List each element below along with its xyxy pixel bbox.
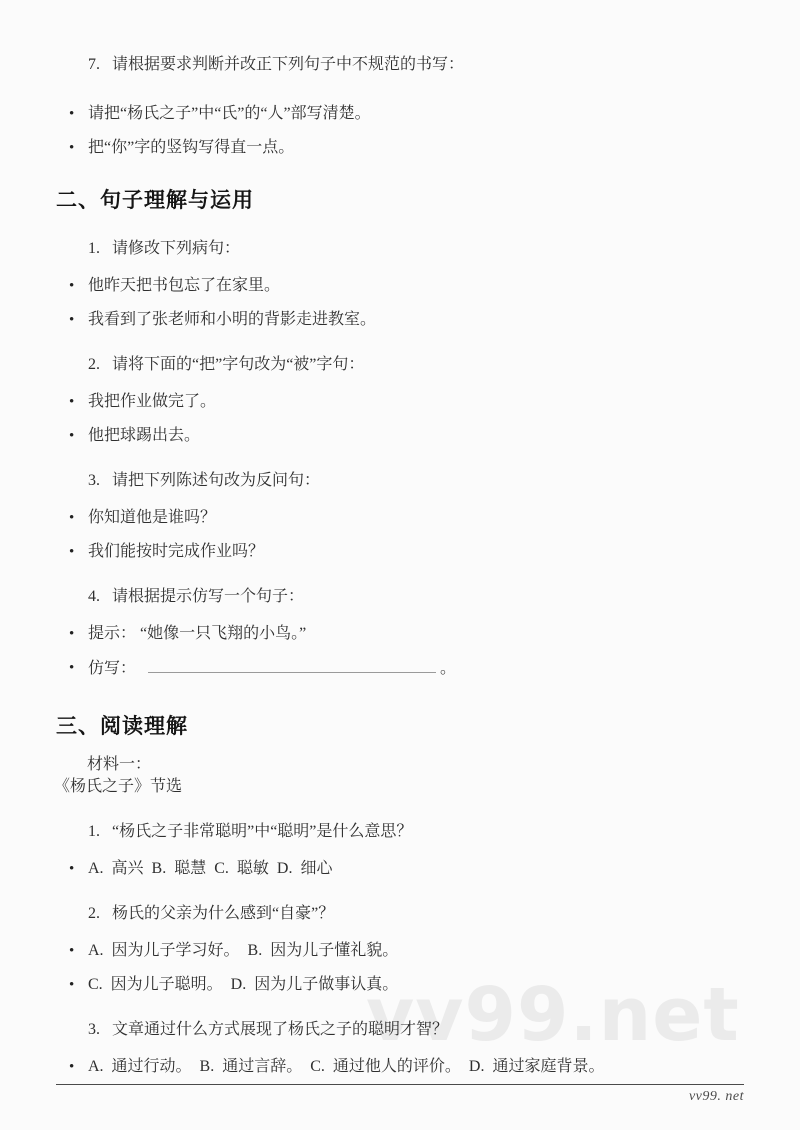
question-text: 请修改下列病句： xyxy=(112,240,241,257)
question-text: 请根据提示仿写一个句子： xyxy=(112,588,305,605)
page-footer xyxy=(56,1084,744,1106)
question-number: 2. xyxy=(88,905,100,922)
option-row: • C. 因为儿子聪明。 D. 因为儿子做事认真。 xyxy=(56,974,744,996)
bullet-item: • 请把“杨氏之子”中“氏”的“人”部写清楚。 xyxy=(56,103,744,125)
answer-blank xyxy=(148,657,436,673)
question-text: 杨氏的父亲为什么感到“自豪”？ xyxy=(112,905,335,922)
section-heading-sentences: 二、句子理解与运用 xyxy=(56,189,254,212)
bullet-item: • 把“你”字的竖钩写得直一点。 xyxy=(56,137,744,159)
question-7-bullets xyxy=(56,103,744,159)
question-2-2-bullets xyxy=(56,391,744,447)
question-text: 请将下面的“把”字句改为“被”字句： xyxy=(112,356,365,373)
question-2-4 xyxy=(88,586,744,608)
section-heading-reading: 三、阅读理解 xyxy=(56,715,188,738)
question-3-1-options xyxy=(56,858,744,880)
bullet-item: • 他把球踢出去。 xyxy=(56,425,744,447)
question-2-4-bullets xyxy=(56,623,744,680)
question-number: 1. xyxy=(88,823,100,840)
question-number: 2. xyxy=(88,356,100,373)
question-text: 请根据要求判断并改正下列句子中不规范的书写： xyxy=(112,56,465,73)
question-number: 1. xyxy=(88,240,100,257)
question-2-3 xyxy=(88,470,744,492)
question-2-3-bullets xyxy=(56,507,744,563)
bullet-item: • 我看到了张老师和小明的背影走进教室。 xyxy=(56,309,744,331)
question-text: 请把下列陈述句改为反问句： xyxy=(112,472,321,489)
question-3-1 xyxy=(88,821,744,843)
question-text: 文章通过什么方式展现了杨氏之子的聪明才智？ xyxy=(112,1021,449,1038)
question-number: 4. xyxy=(88,588,100,605)
fill-in-line xyxy=(56,657,744,680)
question-7 xyxy=(88,54,744,76)
question-3-3 xyxy=(88,1019,744,1041)
fill-in-suffix: 。 xyxy=(440,660,457,677)
bullet-item: • 我们能按时完成作业吗？ xyxy=(56,541,744,563)
bullet-item: • 他昨天把书包忘了在家里。 xyxy=(56,275,744,297)
footer-site-label: vv99. net xyxy=(688,1089,744,1104)
question-number: 7. xyxy=(88,56,100,73)
option-row: • A. 通过行动。 B. 通过言辞。 C. 通过他人的评价。 D. 通过家庭背景。 xyxy=(56,1056,744,1078)
question-number: 3. xyxy=(88,472,100,489)
site-watermark: vv99.net xyxy=(366,972,740,1058)
option-row: • A. 因为儿子学习好。 B. 因为儿子懂礼貌。 xyxy=(56,940,744,962)
question-number: 3. xyxy=(88,1021,100,1038)
question-text: “杨氏之子非常聪明”中“聪明”是什么意思？ xyxy=(112,823,413,840)
material-title: 《杨氏之子》节选 xyxy=(54,778,183,795)
question-2-1-bullets xyxy=(56,275,744,331)
footer-divider xyxy=(56,1084,744,1085)
question-3-3-options xyxy=(56,1056,744,1078)
material-label: 材料一： xyxy=(87,756,152,773)
question-2-2 xyxy=(88,354,744,376)
question-2-1 xyxy=(88,238,744,260)
question-3-2 xyxy=(88,903,744,925)
question-3-2-options xyxy=(56,940,744,996)
option-row: • A. 高兴 B. 聪慧 C. 聪敏 D. 细心 xyxy=(56,858,744,880)
fill-in-prefix: 仿写： xyxy=(88,660,137,677)
bullet-item: • 你知道他是谁吗？ xyxy=(56,507,744,529)
bullet-item: • 提示： “她像一只飞翔的小鸟。” xyxy=(56,623,744,645)
bullet-item: • 我把作业做完了。 xyxy=(56,391,744,413)
